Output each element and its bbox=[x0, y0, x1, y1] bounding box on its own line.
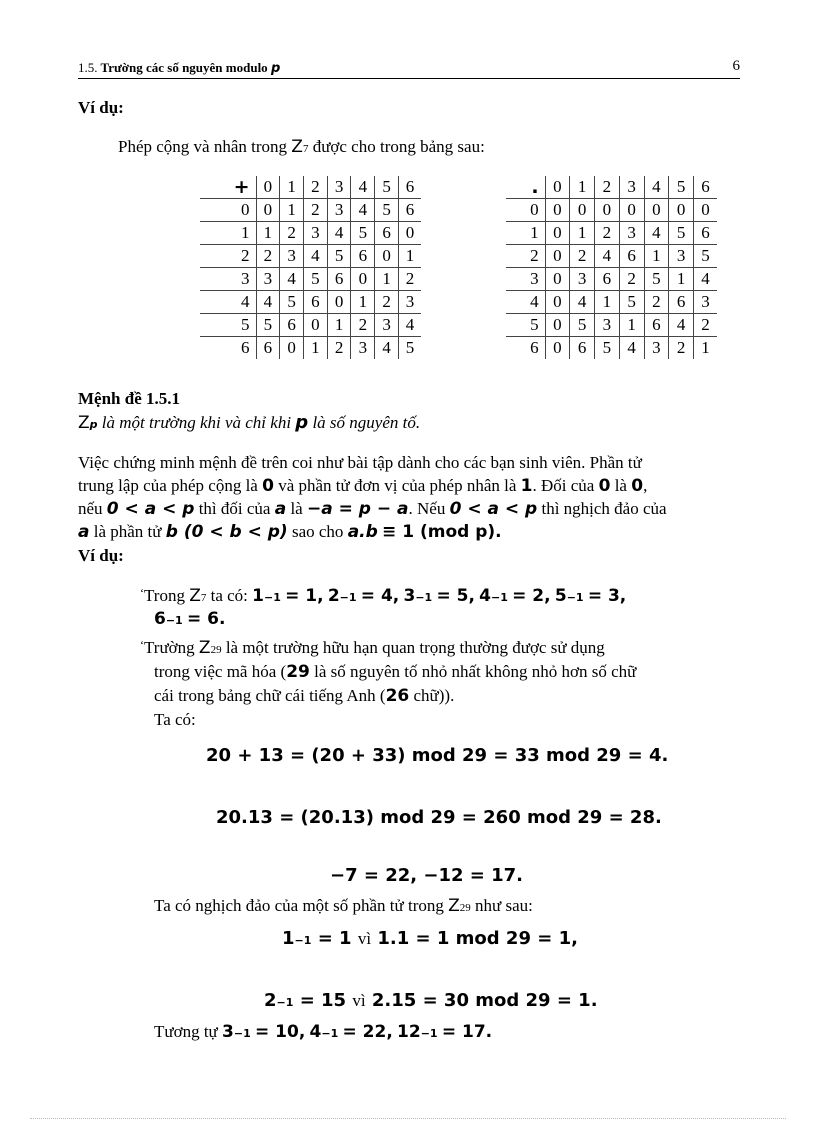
add-table-cell: 2 bbox=[327, 337, 351, 360]
mul-table-cell: 3 bbox=[644, 337, 669, 360]
add-table-col-header: 2 bbox=[304, 176, 328, 199]
add-table-row-header: 5 bbox=[200, 314, 256, 337]
add-table-row-header: 6 bbox=[200, 337, 256, 360]
add-table-cell: 5 bbox=[304, 268, 328, 291]
add-table-col-header: 6 bbox=[398, 176, 421, 199]
mul-table-cell: 0 bbox=[595, 199, 620, 222]
add-table-cell: 4 bbox=[351, 199, 375, 222]
mul-table-cell: 2 bbox=[595, 222, 620, 245]
mul-table-col-header: 4 bbox=[644, 176, 669, 199]
add-table-cell: 5 bbox=[375, 199, 399, 222]
bullet-z29-line-2: trong việc mã hóa (29 là số nguyên tố nhỏ nhất không nhỏ hơn số chữ bbox=[154, 662, 637, 682]
mul-table-row bbox=[506, 245, 717, 268]
mul-table-cell: 0 bbox=[570, 199, 595, 222]
add-table-cell: 4 bbox=[280, 268, 304, 291]
bullet-z29-line-3: cái trong bảng chữ cái tiếng Anh (26 chữ)). bbox=[154, 686, 455, 706]
add-table-cell: 1 bbox=[351, 291, 375, 314]
add-table-cell: 6 bbox=[351, 245, 375, 268]
add-table-cell: 0 bbox=[375, 245, 399, 268]
add-table-cell: 0 bbox=[398, 222, 421, 245]
add-table-cell: 1 bbox=[398, 245, 421, 268]
mul-table-cell: 4 bbox=[693, 268, 717, 291]
mul-table-row bbox=[506, 199, 717, 222]
mul-table-cell: 2 bbox=[669, 337, 694, 360]
bullet-z29-taco: Ta có: bbox=[154, 710, 196, 729]
add-table-cell: 1 bbox=[256, 222, 280, 245]
similarly-line: Tương tự 3−1 = 10, 4−1 = 22, 12−1 = 17. bbox=[154, 1022, 493, 1042]
add-table-cell: 5 bbox=[327, 245, 351, 268]
add-table-row-header: 0 bbox=[200, 199, 256, 222]
mul-table-cell: 5 bbox=[619, 291, 644, 314]
mul-table-cell: 1 bbox=[619, 314, 644, 337]
add-table-cell: 3 bbox=[398, 291, 421, 314]
mul-table-col-header: 1 bbox=[570, 176, 595, 199]
add-table-row bbox=[200, 268, 421, 291]
mul-table-row bbox=[506, 222, 717, 245]
mul-table-row-header: 3 bbox=[506, 268, 545, 291]
add-table-row bbox=[200, 199, 421, 222]
mul-table-row bbox=[506, 314, 717, 337]
example2-heading: Ví dụ: bbox=[78, 546, 124, 565]
add-table-cell: 6 bbox=[256, 337, 280, 360]
proposition-heading: Mệnh đề 1.5.1 bbox=[78, 389, 180, 408]
mul-table-row bbox=[506, 268, 717, 291]
equation-addition: 20 + 13 = (20 + 33) mod 29 = 33 mod 29 = 4. bbox=[206, 745, 669, 766]
add-table-cell: 0 bbox=[327, 291, 351, 314]
add-table-col-header: 0 bbox=[256, 176, 280, 199]
add-table-row-header: 3 bbox=[200, 268, 256, 291]
mul-table-cell: 3 bbox=[619, 222, 644, 245]
mul-table-cell: 6 bbox=[619, 245, 644, 268]
mul-table-cell: 0 bbox=[545, 337, 570, 360]
add-table-operator: + bbox=[200, 176, 256, 199]
add-table-row bbox=[200, 314, 421, 337]
add-table-cell: 2 bbox=[351, 314, 375, 337]
mul-table-cell: 3 bbox=[595, 314, 620, 337]
add-table-cell: 5 bbox=[256, 314, 280, 337]
add-table-cell: 6 bbox=[327, 268, 351, 291]
add-table-cell: 3 bbox=[375, 314, 399, 337]
add-table-cell: 2 bbox=[280, 222, 304, 245]
mul-table-cell: 6 bbox=[669, 291, 694, 314]
mul-table-cell: 0 bbox=[545, 245, 570, 268]
mul-table-cell: 2 bbox=[644, 291, 669, 314]
mul-table-row-header: 1 bbox=[506, 222, 545, 245]
mul-table-cell: 2 bbox=[693, 314, 717, 337]
mul-table-row bbox=[506, 337, 717, 360]
bullet-inverses-z7: ‘Trong Z7 ta có: 1−1 = 1, 2−1 = 4, 3−1 = 5, 4−1 = 2, 5−1 = 3, bbox=[140, 586, 627, 606]
mul-table-col-header: 0 bbox=[545, 176, 570, 199]
mul-table-cell: 3 bbox=[693, 291, 717, 314]
mul-table-row bbox=[506, 291, 717, 314]
mul-table-row-header: 2 bbox=[506, 245, 545, 268]
equation-negatives: −7 = 22, −12 = 17. bbox=[330, 865, 524, 886]
mul-table-cell: 4 bbox=[619, 337, 644, 360]
mul-table-col-header: 2 bbox=[595, 176, 620, 199]
add-table-cell: 3 bbox=[327, 199, 351, 222]
mul-table-cell: 2 bbox=[570, 245, 595, 268]
add-table-cell: 1 bbox=[375, 268, 399, 291]
add-table-cell: 3 bbox=[256, 268, 280, 291]
multiplication-table bbox=[506, 176, 717, 359]
add-table-cell: 5 bbox=[280, 291, 304, 314]
inverse-intro: Ta có nghịch đảo của một số phần tử trong Z29 như sau: bbox=[154, 896, 533, 916]
mul-table-cell: 5 bbox=[669, 222, 694, 245]
add-table-col-header: 4 bbox=[351, 176, 375, 199]
mul-table-cell: 0 bbox=[693, 199, 717, 222]
add-table-col-header: 5 bbox=[375, 176, 399, 199]
mul-table-col-header: 6 bbox=[693, 176, 717, 199]
mul-table-cell: 3 bbox=[570, 268, 595, 291]
add-table-row bbox=[200, 222, 421, 245]
mul-table-cell: 6 bbox=[595, 268, 620, 291]
equation-inverse-1: 1−1 = 1 vì 1.1 = 1 mod 29 = 1, bbox=[282, 928, 578, 949]
bullet-inverses-z7-cont: 6−1 = 6. bbox=[154, 609, 226, 629]
mul-table-cell: 0 bbox=[545, 199, 570, 222]
addition-table bbox=[200, 176, 421, 359]
page-header bbox=[78, 58, 740, 79]
add-table-cell: 1 bbox=[327, 314, 351, 337]
mul-table-row-header: 0 bbox=[506, 199, 545, 222]
bullet-z29-line-1: ‘Trường Z29 là một trường hữu hạn quan trọng thường được sử dụng bbox=[140, 638, 605, 658]
example-heading: Ví dụ: bbox=[78, 98, 124, 117]
mul-table-row-header: 4 bbox=[506, 291, 545, 314]
add-table-row-header: 4 bbox=[200, 291, 256, 314]
mul-table-cell: 5 bbox=[570, 314, 595, 337]
mul-table-cell: 0 bbox=[619, 199, 644, 222]
mul-table-cell: 6 bbox=[693, 222, 717, 245]
para-line-4: a là phần tử b (0 < b < p) sao cho a.b ≡ 1 (mod p). bbox=[78, 522, 502, 542]
mul-table-col-header: 3 bbox=[619, 176, 644, 199]
mul-table-row-header: 5 bbox=[506, 314, 545, 337]
mul-table-operator: . bbox=[506, 176, 545, 199]
add-table-cell: 3 bbox=[351, 337, 375, 360]
add-table-cell: 3 bbox=[280, 245, 304, 268]
mul-table-cell: 4 bbox=[570, 291, 595, 314]
add-table-cell: 2 bbox=[398, 268, 421, 291]
proposition-statement: Zp là một trường khi và chỉ khi p là số nguyên tố. bbox=[78, 412, 421, 433]
add-table-cell: 1 bbox=[304, 337, 328, 360]
add-table-row bbox=[200, 337, 421, 360]
mul-table-cell: 1 bbox=[669, 268, 694, 291]
mul-table-cell: 1 bbox=[644, 245, 669, 268]
add-table-cell: 6 bbox=[375, 222, 399, 245]
add-table-row bbox=[200, 245, 421, 268]
equation-inverse-2: 2−1 = 15 vì 2.15 = 30 mod 29 = 1. bbox=[264, 990, 598, 1011]
add-table-cell: 0 bbox=[304, 314, 328, 337]
mul-table-cell: 6 bbox=[644, 314, 669, 337]
add-table-cell: 0 bbox=[351, 268, 375, 291]
add-table-cell: 1 bbox=[280, 199, 304, 222]
mul-table-cell: 4 bbox=[669, 314, 694, 337]
add-table-cell: 3 bbox=[304, 222, 328, 245]
mul-table-col-header: 5 bbox=[669, 176, 694, 199]
mul-table-cell: 0 bbox=[545, 222, 570, 245]
page-number: 6 bbox=[732, 58, 740, 74]
add-table-cell: 0 bbox=[256, 199, 280, 222]
mul-table-cell: 1 bbox=[570, 222, 595, 245]
mul-table-cell: 3 bbox=[669, 245, 694, 268]
mul-table-cell: 4 bbox=[595, 245, 620, 268]
tables-intro: Phép cộng và nhân trong Z7 được cho trong bảng sau: bbox=[118, 137, 485, 157]
add-table-row-header: 2 bbox=[200, 245, 256, 268]
add-table-cell: 4 bbox=[375, 337, 399, 360]
add-table-cell: 6 bbox=[304, 291, 328, 314]
para-line-3: nếu 0 < a < p thì đối của a là −a = p − a. Nếu 0 < a < p thì nghịch đảo của bbox=[78, 499, 667, 519]
add-table-cell: 0 bbox=[280, 337, 304, 360]
page-bottom-divider bbox=[30, 1118, 786, 1119]
mul-table-cell: 0 bbox=[545, 291, 570, 314]
add-table-row-header: 1 bbox=[200, 222, 256, 245]
add-table-cell: 4 bbox=[327, 222, 351, 245]
mul-table-cell: 5 bbox=[693, 245, 717, 268]
equation-multiplication: 20.13 = (20.13) mod 29 = 260 mod 29 = 28. bbox=[216, 807, 662, 828]
add-table-cell: 2 bbox=[256, 245, 280, 268]
add-table-cell: 4 bbox=[398, 314, 421, 337]
add-table-col-header: 3 bbox=[327, 176, 351, 199]
mul-table-cell: 0 bbox=[644, 199, 669, 222]
mul-table-cell: 0 bbox=[545, 314, 570, 337]
add-table-cell: 2 bbox=[304, 199, 328, 222]
mul-table-cell: 4 bbox=[644, 222, 669, 245]
add-table-col-header: 1 bbox=[280, 176, 304, 199]
mul-table-cell: 5 bbox=[644, 268, 669, 291]
mul-table-cell: 0 bbox=[669, 199, 694, 222]
mul-table-cell: 0 bbox=[545, 268, 570, 291]
add-table-cell: 2 bbox=[375, 291, 399, 314]
add-table-cell: 6 bbox=[398, 199, 421, 222]
mul-table-cell: 5 bbox=[595, 337, 620, 360]
add-table-cell: 4 bbox=[256, 291, 280, 314]
add-table-cell: 5 bbox=[351, 222, 375, 245]
mul-table-cell: 6 bbox=[570, 337, 595, 360]
para-line-2: trung lập của phép cộng là 0 và phần tử đơn vị của phép nhân là 1. Đối của 0 là 0, bbox=[78, 476, 648, 496]
mul-table-cell: 2 bbox=[619, 268, 644, 291]
para-line-1: Việc chứng minh mệnh đề trên coi như bài tập dành cho các bạn sinh viên. Phần tử bbox=[78, 453, 642, 472]
mul-table-cell: 1 bbox=[595, 291, 620, 314]
add-table-cell: 5 bbox=[405, 338, 415, 357]
running-title: 1.5. Trường các số nguyên modulo p bbox=[78, 60, 281, 76]
mul-table-row-header: 6 bbox=[506, 337, 545, 360]
add-table-row bbox=[200, 291, 421, 314]
add-table-cell: 4 bbox=[304, 245, 328, 268]
mul-table-cell: 1 bbox=[701, 338, 710, 357]
add-table-cell: 6 bbox=[280, 314, 304, 337]
